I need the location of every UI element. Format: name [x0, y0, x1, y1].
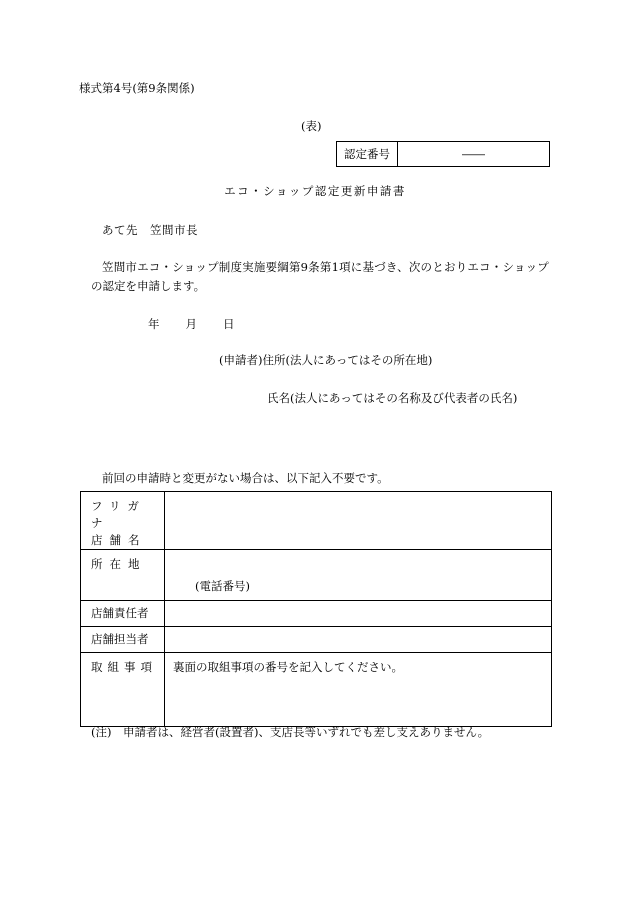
activities-label-cell	[81, 653, 165, 727]
staff-label: 店舗担当者	[91, 632, 149, 646]
date-year: 年	[148, 317, 160, 331]
body-text-line-2: の認定を申請します。	[91, 279, 206, 293]
store-name-label: 店舗名	[91, 533, 147, 547]
manager-label: 店舗責任者	[91, 606, 149, 620]
phone-label: (電話番号)	[195, 579, 250, 593]
staff-label-cell	[81, 627, 165, 653]
table-row	[81, 492, 552, 550]
certification-number-label: 認定番号	[337, 142, 398, 166]
table-row	[81, 601, 552, 627]
activities-label: 取組事項	[91, 660, 157, 674]
store-name-field[interactable]	[165, 492, 552, 550]
staff-field[interactable]	[165, 627, 552, 653]
document-title: エコ・ショップ認定更新申請書	[224, 184, 406, 198]
footnote: (注) 申請者は、経営者(設置者)、支店長等いずれでも差し支えありません。	[91, 725, 490, 739]
date-line	[148, 316, 235, 332]
store-name-label-cell	[81, 492, 165, 550]
table-row	[81, 653, 552, 727]
activities-instruction: 裏面の取組事項の番号を記入してください。	[173, 660, 403, 674]
applicant-name-label: 氏名(法人にあってはその名称及び代表者の氏名)	[267, 391, 518, 405]
body-text-line-1: 笠間市エコ・ショップ制度実施要綱第9条第1項に基づき、次のとおりエコ・ショップ	[102, 260, 550, 274]
table-row	[81, 627, 552, 653]
location-label: 所在地	[91, 557, 147, 571]
location-label-cell	[81, 550, 165, 601]
form-number: 様式第4号(第9条関係)	[79, 81, 195, 95]
date-month: 月	[185, 317, 197, 331]
activities-field[interactable]	[165, 653, 552, 727]
furigana-label: フリガナ	[91, 499, 146, 530]
side-label: (表)	[301, 119, 322, 133]
table-row	[81, 550, 552, 601]
certification-number-box	[336, 141, 550, 167]
manager-label-cell	[81, 601, 165, 627]
applicant-address-label: (申請者)住所(法人にあってはその所在地)	[219, 353, 433, 367]
addressee: あて先 笠間市長	[102, 223, 198, 237]
location-field[interactable]	[165, 550, 552, 601]
certification-number-value: ――	[462, 147, 485, 161]
note-above-table: 前回の申請時と変更がない場合は、以下記入不要です。	[102, 471, 389, 485]
manager-field[interactable]	[165, 601, 552, 627]
date-day: 日	[223, 317, 235, 331]
store-info-table	[80, 491, 552, 727]
